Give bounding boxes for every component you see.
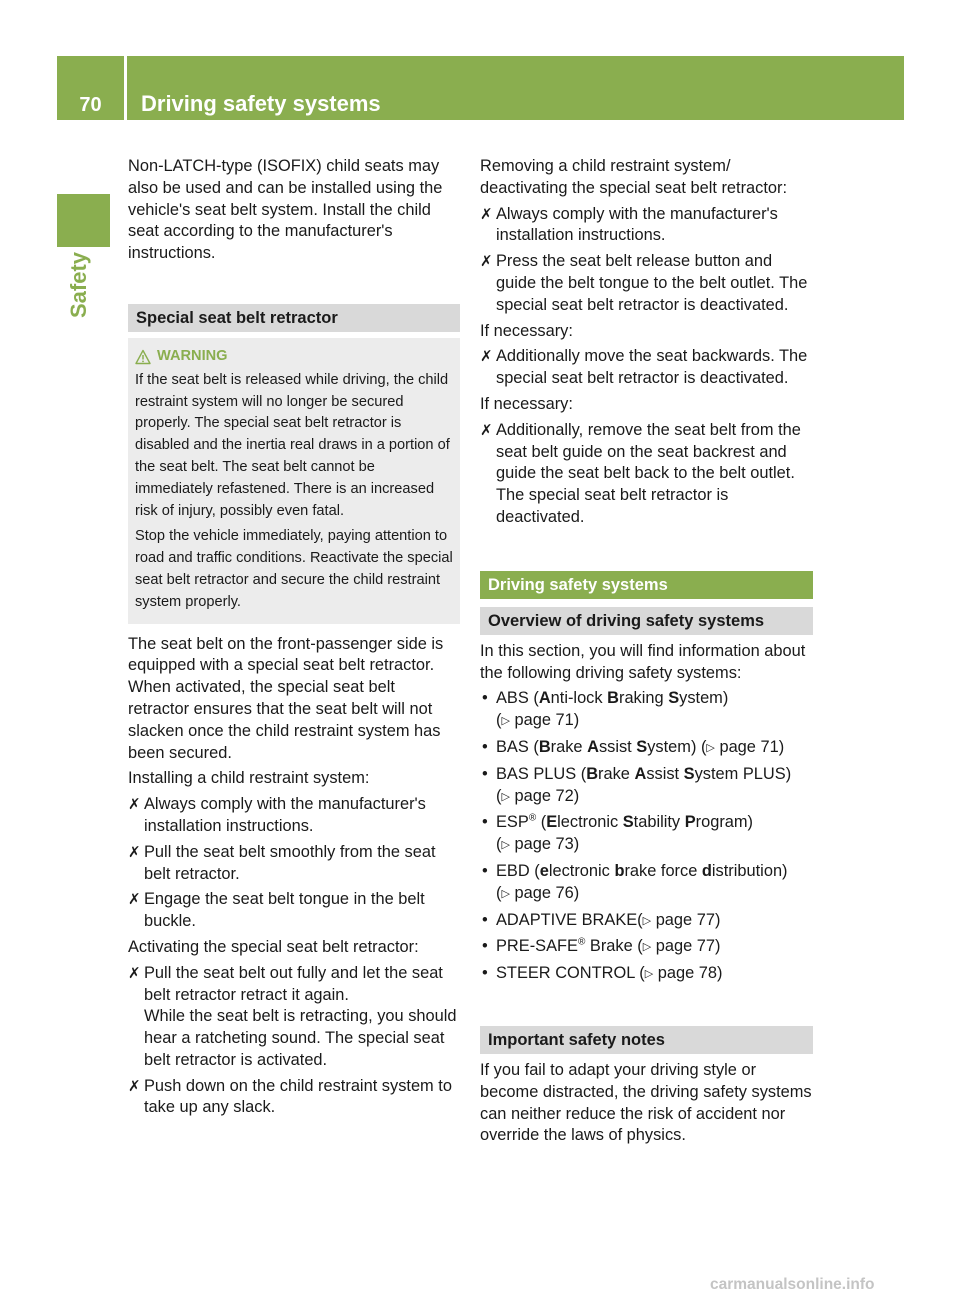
- header-title: Driving safety systems: [141, 91, 381, 116]
- page-ref-link[interactable]: page 78: [657, 964, 718, 983]
- body-paragraph: The seat belt on the front-passenger side is equipped with a special seat belt retractor. When activated, the special seat belt retractor ensures that the seat belt will not slacken once the child restraint system has been secured.: [128, 634, 444, 762]
- page-ref-link[interactable]: page 72: [514, 786, 574, 805]
- system-item-abs: • ABS (Anti-lock Braking System) (▷ page 71): [480, 688, 813, 733]
- activate-step: ✗ Push down on the child restraint system to take up any slack.: [128, 1076, 452, 1117]
- left-column: [128, 156, 460, 1123]
- if-necessary-label: If necessary:: [480, 394, 573, 413]
- system-item-pre-safe: • PRE-SAFE® Brake (▷ page 77): [480, 936, 813, 959]
- side-tab: [57, 194, 110, 247]
- step-arrow-icon: ✗: [128, 891, 141, 909]
- page-ref-arrow-icon: ▷: [642, 914, 652, 927]
- bullet-dot: •: [482, 861, 488, 880]
- bullet-dot: •: [482, 737, 488, 756]
- step-arrow-icon: ✗: [128, 843, 141, 861]
- step-arrow-icon: ✗: [480, 253, 493, 271]
- remove-step: ✗ Always comply with the manufacturer's installation instructions.: [480, 204, 778, 245]
- page-number: 70: [79, 94, 102, 116]
- activate-heading: Activating the special seat belt retractor:: [128, 937, 419, 956]
- step-arrow-icon: ✗: [480, 205, 493, 223]
- page-ref-arrow-icon: ▷: [644, 968, 654, 981]
- remove-step: ✗ Press the seat belt release button and guide the belt tongue to the belt outlet. The special seat belt retractor is deactivated.: [480, 252, 808, 314]
- section-title-special-retractor: Special seat belt retractor: [128, 304, 460, 332]
- section-title-overview: Overview of driving safety systems: [480, 607, 813, 635]
- bullet-dot: •: [482, 764, 488, 783]
- warning-label: WARNING: [157, 347, 228, 364]
- warning-triangle-icon: [135, 349, 151, 365]
- remove-heading: Removing a child restraint system/ deactivating the special seat belt retractor:: [480, 157, 788, 197]
- step-arrow-icon: ✗: [480, 421, 493, 439]
- system-item-ebd: • EBD (electronic brake force distribution) (▷ page 76): [480, 861, 813, 906]
- section-title-driving-safety: Driving safety systems: [480, 571, 813, 599]
- side-label: Safety: [66, 251, 91, 318]
- page-ref-arrow-icon: ▷: [501, 715, 510, 728]
- step-arrow-icon: ✗: [128, 796, 141, 814]
- system-item-steer-control: • STEER CONTROL (▷ page 78): [480, 963, 813, 986]
- install-step: ✗ Engage the seat belt tongue in the belt buckle.: [128, 890, 425, 931]
- header-divider: [124, 56, 127, 120]
- page-ref-arrow-icon: ▷: [501, 887, 510, 900]
- watermark-text: carmanualsonline.info: [710, 1276, 875, 1293]
- intro-paragraph: Non-LATCH-type (ISOFIX) child seats may also be used and can be installed using the vehicle's seat belt system. Install the child seat according to the manufacturer's instructions.: [128, 157, 443, 263]
- page-ref-link[interactable]: page 71: [514, 711, 574, 730]
- page-ref-arrow-icon: ▷: [501, 790, 510, 803]
- bullet-dot: •: [482, 964, 488, 983]
- warning-paragraph-2: Stop the vehicle immediately, paying attention to road and traffic conditions. Reactivate the special seat belt retractor and secure the child restraint system properly.: [135, 528, 453, 610]
- install-step: ✗ Always comply with the manufacturer's installation instructions.: [128, 795, 426, 835]
- step-arrow-icon: ✗: [128, 964, 141, 982]
- warning-header: [135, 346, 453, 368]
- install-heading: Installing a child restraint system:: [128, 769, 370, 788]
- backwards-step: ✗ Additionally move the seat backwards. The special seat belt retractor is deactivated.: [480, 347, 808, 388]
- warning-box: [128, 338, 460, 624]
- page-ref-link[interactable]: page 71: [719, 737, 779, 756]
- if-necessary-label: If necessary:: [480, 321, 573, 340]
- page-ref-link[interactable]: page 77: [655, 937, 716, 956]
- bullet-dot: •: [482, 813, 488, 832]
- bullet-dot: •: [482, 689, 488, 708]
- system-item-bas: • BAS (Brake Assist System) (▷ page 71): [480, 737, 813, 760]
- step-arrow-icon: ✗: [128, 1077, 141, 1095]
- bullet-dot: •: [482, 937, 488, 956]
- page-ref-link[interactable]: page 73: [514, 835, 574, 854]
- install-step: ✗ Pull the seat belt smoothly from the seat belt retractor.: [128, 842, 436, 883]
- bullet-dot: •: [482, 910, 488, 929]
- page-ref-link[interactable]: page 76: [514, 883, 574, 902]
- page-ref-arrow-icon: ▷: [642, 941, 652, 954]
- activate-step: ✗ Pull the seat belt out fully and let the seat belt retractor retract it again. While the seat belt is retracting, you should hear a ratcheting sound. The special seat belt retractor is activated.: [128, 963, 457, 1069]
- page-ref-arrow-icon: ▷: [706, 741, 715, 754]
- system-item-esp: • ESP® (Electronic Stability Program) (▷ page 73): [480, 812, 813, 857]
- right-column: [480, 156, 813, 1151]
- overview-intro: In this section, you will find information about the following driving safety systems:: [480, 641, 806, 682]
- warning-paragraph-1: If the seat belt is released while driving, the child restraint system will no longer be secured properly. The special seat belt retractor is disabled and the inertia real draws in a portion of the seat belt. The seat belt cannot be immediately refastened. There is an increased risk of injury, possibly even fatal.: [135, 371, 450, 519]
- important-body: If you fail to adapt your driving style or become distracted, the driving safety systems can neither reduce the risk of accident nor override the laws of physics.: [480, 1060, 812, 1145]
- system-item-bas-plus: • BAS PLUS (Brake Assist System PLUS) (▷ page 72): [480, 764, 813, 809]
- system-item-adaptive-brake: • ADAPTIVE BRAKE(▷ page 77): [480, 910, 813, 933]
- step-arrow-icon: ✗: [480, 348, 493, 366]
- remove-guide-step: ✗ Additionally, remove the seat belt from the seat belt guide on the seat backrest and guide the seat belt back to the belt outlet. The special seat belt retractor is deactivated.: [480, 420, 801, 526]
- page-ref-link[interactable]: page 77: [655, 910, 715, 929]
- section-title-important-notes: Important safety notes: [480, 1026, 813, 1054]
- page-ref-arrow-icon: ▷: [501, 839, 510, 852]
